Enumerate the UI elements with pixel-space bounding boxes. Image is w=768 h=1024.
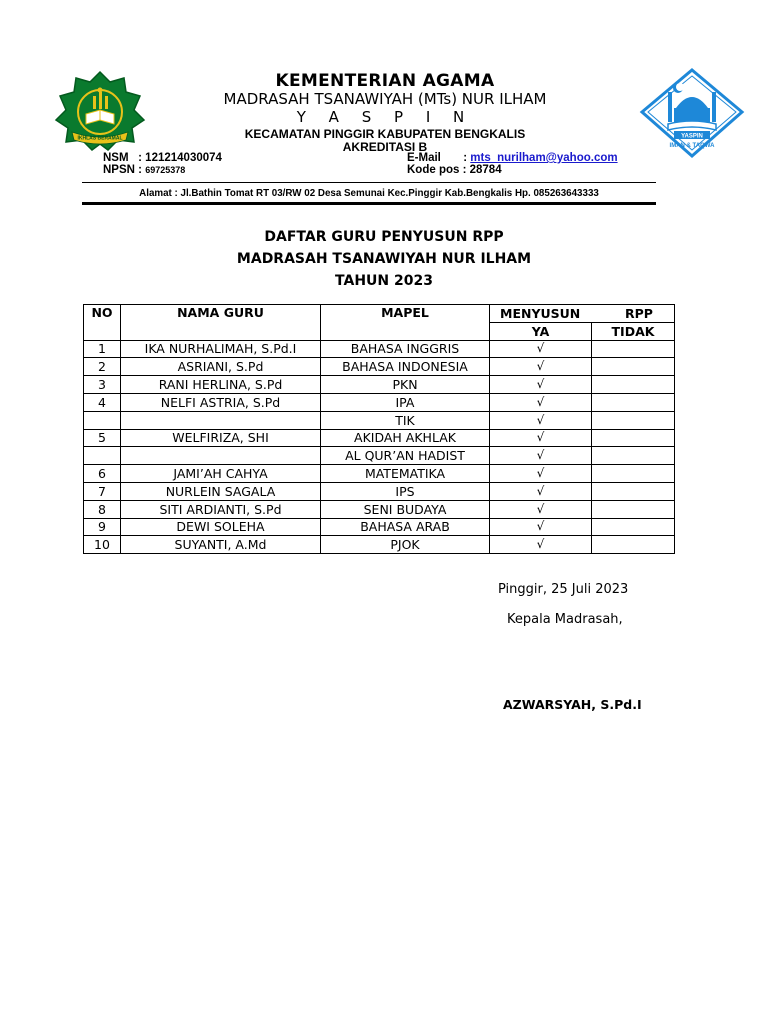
cell-mapel: MATEMATIKA (321, 465, 490, 483)
cell-no: 5 (84, 429, 121, 447)
cell-nama (121, 411, 321, 429)
cell-mapel: PKN (321, 376, 490, 394)
cell-mapel: SENI BUDAYA (321, 500, 490, 518)
document-year: TAHUN 2023 (335, 273, 433, 289)
npsn-label: NPSN (103, 164, 135, 176)
header-nama: NAMA GURU (121, 305, 321, 341)
table-row (84, 518, 675, 536)
address-line: Alamat : Jl.Bathin Tomat RT 03/RW 02 Desa Semunai Kec.Pinggir Kab.Bengkalis Hp. 085263643333 (139, 188, 599, 199)
header-ya: YA (490, 322, 592, 340)
cell-no (84, 447, 121, 465)
cell-tidak (592, 376, 675, 394)
cell-ya: √ (490, 411, 592, 429)
cell-mapel: BAHASA ARAB (321, 518, 490, 536)
accreditation-line: AKREDITASI B (342, 140, 428, 154)
cell-mapel: BAHASA INDONESIA (321, 358, 490, 376)
cell-nama: WELFIRIZA, SHI (121, 429, 321, 447)
table-row (84, 393, 675, 411)
document-subtitle: MADRASAH TSANAWIYAH NUR ILHAM (236, 251, 532, 267)
cell-ya: √ (490, 358, 592, 376)
table-row (84, 536, 675, 554)
cell-nama: NELFI ASTRIA, S.Pd (121, 393, 321, 411)
cell-no: 2 (84, 358, 121, 376)
cell-ya: √ (490, 429, 592, 447)
table-row (84, 482, 675, 500)
cell-tidak (592, 482, 675, 500)
cell-nama: SITI ARDIANTI, S.Pd (121, 500, 321, 518)
madrasah-name: MADRASAH TSANAWIYAH (MTs) NUR ILHAM (223, 90, 547, 108)
table-row (84, 500, 675, 518)
table-row (84, 358, 675, 376)
signature-role: Kepala Madrasah, (507, 612, 623, 627)
yaspin-logo (638, 68, 746, 160)
yaspin-logo-motto: IMAN & TAQWA (669, 143, 715, 149)
email-link[interactable]: mts_nurilham@yahoo.com (470, 152, 618, 164)
table-row (84, 465, 675, 483)
cell-ya: √ (490, 340, 592, 358)
cell-nama: JAMI’AH CAHYA (121, 465, 321, 483)
header-no: NO (84, 305, 121, 341)
header-menyusun: MENYUSUN (500, 306, 581, 321)
ministry-name: KEMENTERIAN AGAMA (275, 71, 495, 91)
document-title: DAFTAR GURU PENYUSUN RPP (264, 229, 504, 245)
cell-no: 1 (84, 340, 121, 358)
cell-mapel: IPS (321, 482, 490, 500)
cell-tidak (592, 518, 675, 536)
cell-nama: RANI HERLINA, S.Pd (121, 376, 321, 394)
email-line: E-Mail : mts_nurilham@yahoo.com (407, 152, 618, 164)
cell-tidak (592, 536, 675, 554)
cell-no: 4 (84, 393, 121, 411)
kemenag-logo-motto: IKHLAS BERAMAL (77, 135, 123, 142)
nsm-line (103, 152, 222, 164)
cell-tidak (592, 411, 675, 429)
teacher-table (83, 304, 675, 554)
table-row (84, 340, 675, 358)
cell-mapel: AKIDAH AKHLAK (321, 429, 490, 447)
cell-tidak (592, 429, 675, 447)
header-divider-thick (82, 202, 656, 205)
cell-tidak (592, 393, 675, 411)
table-row (84, 429, 675, 447)
signature-place-date: Pinggir, 25 Juli 2023 (498, 582, 629, 597)
cell-nama: SUYANTI, A.Md (121, 536, 321, 554)
header-rpp: RPP (625, 306, 653, 321)
nsm-label: NSM (103, 152, 129, 164)
cell-tidak (592, 500, 675, 518)
npsn-value: 69725378 (145, 165, 186, 175)
cell-nama: NURLEIN SAGALA (121, 482, 321, 500)
signature-name: AZWARSYAH, S.Pd.I (503, 697, 642, 712)
cell-ya: √ (490, 518, 592, 536)
cell-tidak (592, 447, 675, 465)
header-divider-thin (82, 182, 656, 183)
cell-ya: √ (490, 393, 592, 411)
cell-tidak (592, 340, 675, 358)
yaspin-logo-name: YASPIN (681, 133, 703, 140)
postal-code: Kode pos : 28784 (407, 164, 502, 176)
cell-no: 8 (84, 500, 121, 518)
cell-ya: √ (490, 447, 592, 465)
cell-ya: √ (490, 376, 592, 394)
kemenag-logo (50, 70, 150, 152)
cell-no (84, 411, 121, 429)
cell-no: 9 (84, 518, 121, 536)
cell-ya: √ (490, 500, 592, 518)
cell-nama: IKA NURHALIMAH, S.Pd.I (121, 340, 321, 358)
email-label: E-Mail (407, 152, 441, 164)
cell-no: 7 (84, 482, 121, 500)
cell-ya: √ (490, 465, 592, 483)
cell-ya: √ (490, 536, 592, 554)
cell-no: 3 (84, 376, 121, 394)
cell-mapel: PJOK (321, 536, 490, 554)
npsn-line: NPSN : 69725378 (103, 164, 186, 176)
cell-mapel: IPA (321, 393, 490, 411)
cell-tidak (592, 358, 675, 376)
cell-mapel: AL QUR’AN HADIST (321, 447, 490, 465)
cell-tidak (592, 465, 675, 483)
district-line: KECAMATAN PINGGIR KABUPATEN BENGKALIS (244, 127, 526, 141)
cell-no: 10 (84, 536, 121, 554)
nsm-value: : 121214030074 (138, 152, 222, 164)
cell-nama: DEWI SOLEHA (121, 518, 321, 536)
cell-mapel: BAHASA INGGRIS (321, 340, 490, 358)
cell-mapel: TIK (321, 411, 490, 429)
header-tidak: TIDAK (592, 322, 675, 340)
table-row (84, 376, 675, 394)
cell-ya: √ (490, 482, 592, 500)
cell-no: 6 (84, 465, 121, 483)
teacher-table-body (84, 340, 675, 554)
table-row (84, 447, 675, 465)
foundation-name: Y A S P I N (296, 108, 474, 126)
header-mapel: MAPEL (321, 305, 490, 341)
header-menyusun-rpp (490, 305, 675, 323)
cell-nama: ASRIANI, S.Pd (121, 358, 321, 376)
table-row (84, 411, 675, 429)
cell-nama (121, 447, 321, 465)
